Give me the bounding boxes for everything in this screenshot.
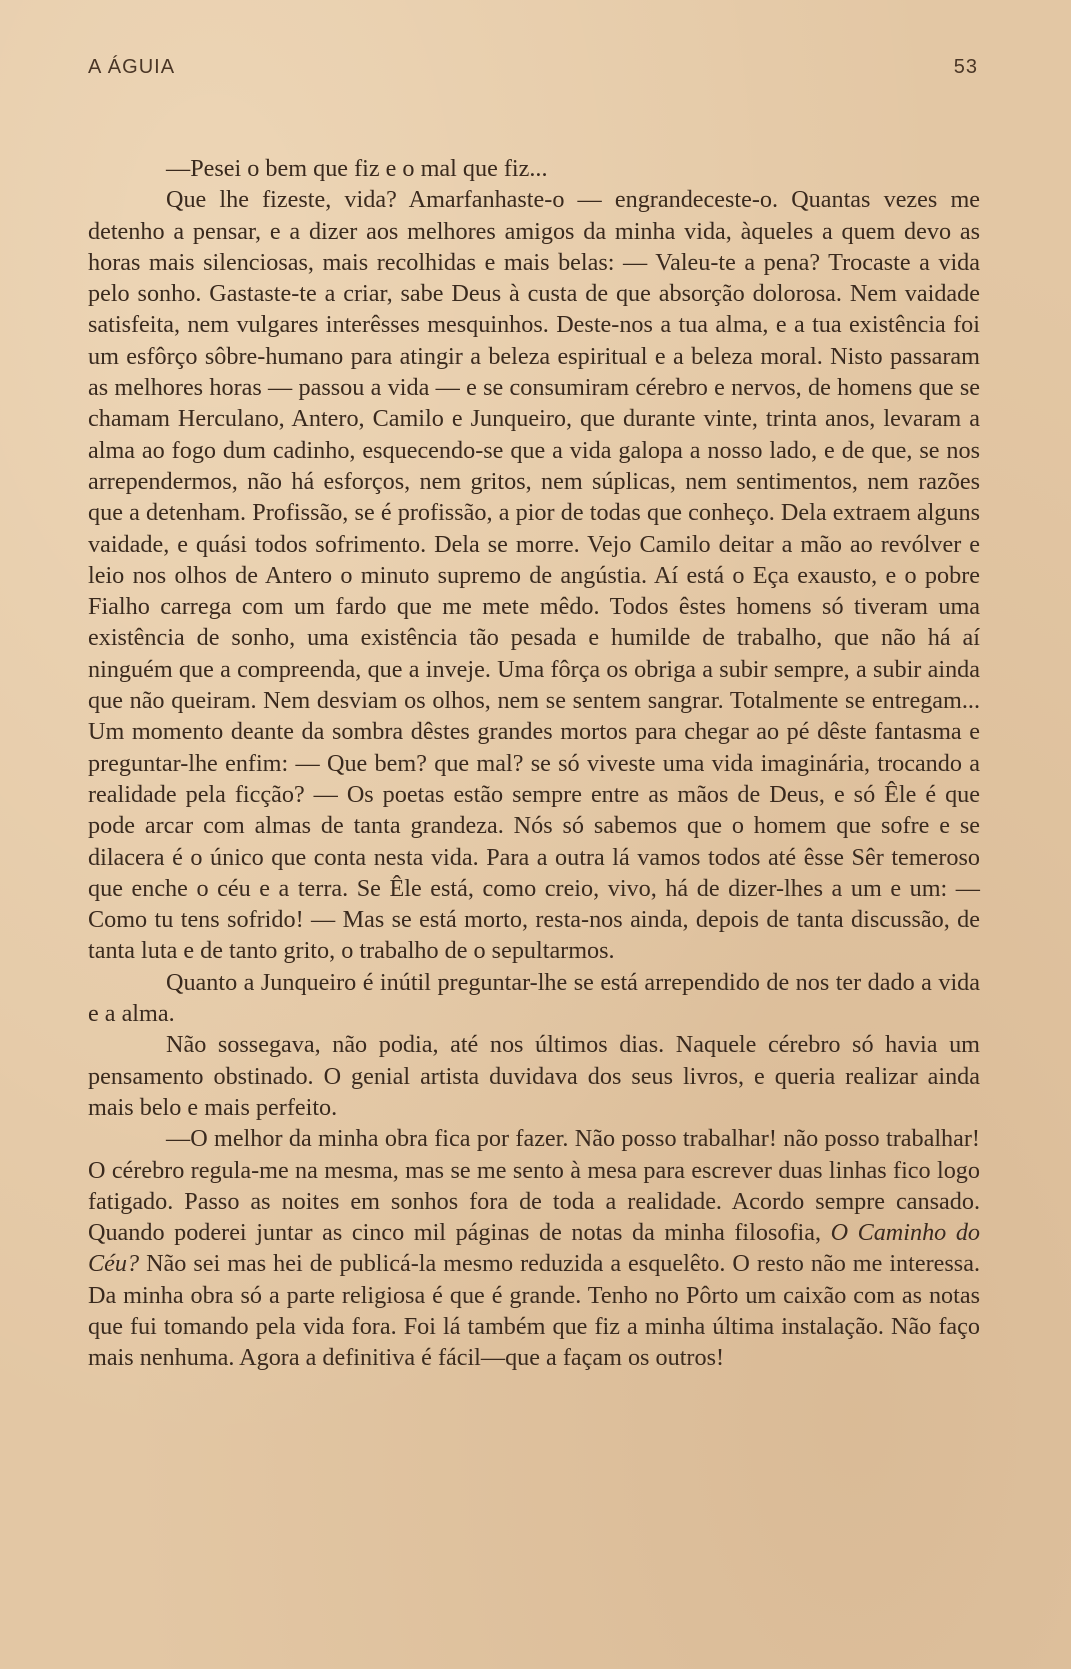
paragraph: Quanto a Junqueiro é inútil preguntar-lhe se está arrependido de nos ter dado a vida e a alma. xyxy=(88,968,980,1028)
journal-title: A ÁGUIA xyxy=(88,56,176,78)
body-text xyxy=(88,153,980,1374)
page xyxy=(88,56,980,1374)
paragraph: —Pesei o bem que fiz e o mal que fiz... xyxy=(166,155,548,182)
paragraph-text: Não sei mas hei de publicá-la mesmo reduzida a esquelêto. O resto não me interessa. Da minha obra só a parte religiosa é que é grande. Tenho no Pôrto um caixão com as notas que fui tomando pela vida fora. Foi lá também que fiz a minha última instalação. Não faço mais nenhuma. Agora a definitiva é fácil—que a façam os outros! xyxy=(88,1250,981,1372)
paragraph: Não sossegava, não podia, até nos últimos dias. Naquele cérebro só havia um pensamento obstinado. O genial artista duvidava dos seus livros, e queria realizar ainda mais belo e mais perfeito. xyxy=(88,1031,980,1121)
paragraph: Que lhe fizeste, vida? Amarfanhaste-o — engrandeceste-o. Quantas vezes me detenho a pensar, e a dizer aos melhores amigos da minha vida, àqueles a quem devo as horas mais silenciosas, mais recolhidas e mais belas: — Valeu-te a pena? Trocaste a vida pelo sonho. Gastaste-te a criar, sabe Deus à custa de que absorção dolorosa. Nem vaidade satisfeita, nem vulgares interêsses mesquinhos. Deste-nos a tua alma, e a tua existência foi um esfôrço sôbre-humano para atingir a beleza espiritual e a beleza moral. Nisto passaram as melhores horas — passou a vida — e se consumiram cérebro e nervos, de homens que se chamam Herculano, Antero, Camilo e Junqueiro, que durante vinte, trinta anos, levaram a alma ao fogo dum cadinho, esquecendo-se que a vida galopa a nosso lado, e de que, se nos arrependermos, não há esforços, nem gritos, nem súplicas, nem sentimentos, nem razões que a detenham. Profissão, se é profissão, a pior de todas que conheço. Dela extraem alguns vaidade, e quási todos sofrimento. Dela se morre. Vejo Camilo deitar a mão ao revólver e leio nos olhos de Antero o minuto supremo de angústia. Aí está o Eça exausto, e o pobre Fialho carrega com um fardo que me mete mêdo. Todos êstes homens só tiveram uma existência de sonho, uma existência tão pesada e humilde de trabalho, que não há aí ninguém que a compreenda, que a inveje. Uma fôrça os obriga a subir sempre, a subir ainda que não queiram. Nem desviam os olhos, nem se sentem sangrar. Totalmente se entregam... Um momento deante da sombra dêstes grandes mortos para chegar ao pé dêste fantasma e preguntar-lhe enfim: — Que bem? que mal? se só viveste uma vida imaginária, trocando a realidade pela ficção? — Os poetas estão sempre entre as mãos de Deus, e só Êle é que pode arcar com almas de tanta grandeza. Nós só sabemos que o homem que sofre e se dilacera é o único que conta nesta vida. Para a outra lá vamos todos até êsse Sêr temeroso que enche o céu e a terra. Se Êle está, como creio, vivo, há de dizer-lhes a um e um: — Como tu tens sofrido! — Mas se está morto, resta-nos ainda, depois de tanta discussão, de tanta luta e de tanto grito, o trabalho de o sepultarmos. xyxy=(88,186,980,965)
paragraph-text: —O melhor da minha obra fica por fazer. Não posso trabalhar! não posso trabalhar! O cérebro regula-me na mesma, mas se me sento à mesa para escrever duas linhas fico logo fatigado. Passo as noites em sonhos fora de toda a realidade. Acordo sempre cansado. Quando poderei juntar as cinco mil páginas de notas da minha filosofia, xyxy=(88,1125,980,1247)
book-title: O Caminho do Céu? xyxy=(88,1219,981,1278)
page-number: 53 xyxy=(953,56,978,78)
paragraph-final xyxy=(88,1123,980,1373)
running-header xyxy=(88,56,980,79)
